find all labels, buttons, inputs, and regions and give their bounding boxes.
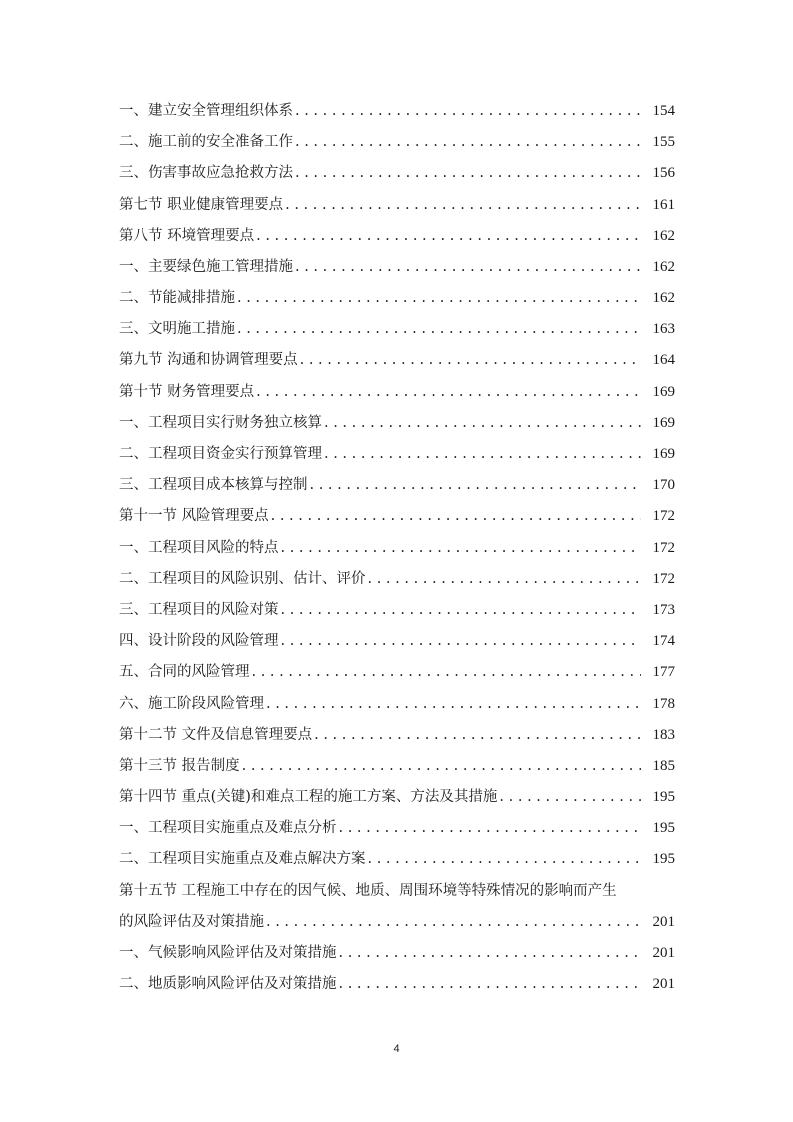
toc-entry-page: 163 bbox=[652, 321, 675, 338]
toc-entry-page: 172 bbox=[652, 570, 675, 587]
toc-leader-dots bbox=[295, 127, 641, 158]
toc-leader-dots bbox=[281, 595, 642, 626]
toc-entry-title: 第八节 环境管理要点 bbox=[119, 227, 255, 244]
toc-entry-page: 154 bbox=[652, 102, 675, 119]
toc-entry-page: 177 bbox=[652, 664, 675, 681]
toc-entry[interactable] bbox=[119, 439, 675, 470]
toc-entry-page: 162 bbox=[652, 258, 675, 275]
toc-entry-title: 二、工程项目资金实行预算管理 bbox=[119, 446, 322, 463]
toc-entry-page: 169 bbox=[652, 383, 675, 400]
toc-entry[interactable] bbox=[119, 720, 675, 751]
toc-entry-page: 162 bbox=[652, 290, 675, 307]
toc-entry[interactable] bbox=[119, 158, 675, 189]
toc-entry-title: 一、工程项目风险的特点 bbox=[119, 539, 279, 556]
toc-entry-title: 一、建立安全管理组织体系 bbox=[119, 102, 293, 119]
toc-entry-title: 第九节 沟通和协调管理要点 bbox=[119, 352, 298, 369]
toc-entry-title: 一、工程项目实行财务独立核算 bbox=[119, 414, 322, 431]
toc-entry-page: 169 bbox=[652, 414, 675, 431]
toc-entry-page: 156 bbox=[652, 165, 675, 182]
toc-entry-title: 第七节 职业健康管理要点 bbox=[119, 196, 284, 213]
table-of-contents bbox=[119, 96, 675, 1000]
toc-leader-dots bbox=[339, 938, 642, 969]
toc-entry-page: 170 bbox=[652, 477, 675, 494]
toc-leader-dots bbox=[300, 345, 641, 376]
toc-entry-title: 二、地质影响风险评估及对策措施 bbox=[119, 976, 337, 993]
toc-entry[interactable] bbox=[119, 501, 675, 532]
toc-entry-page: 162 bbox=[652, 227, 675, 244]
toc-entry-page: 195 bbox=[652, 820, 675, 837]
toc-leader-dots bbox=[237, 314, 641, 345]
toc-entry-title: 三、文明施工措施 bbox=[119, 321, 235, 338]
toc-leader-dots bbox=[285, 190, 641, 221]
toc-entry[interactable] bbox=[119, 377, 675, 408]
toc-leader-dots bbox=[256, 221, 641, 252]
toc-entry-title: 一、工程项目实施重点及难点分析 bbox=[119, 820, 337, 837]
toc-entry-title: 第十一节 风险管理要点 bbox=[119, 508, 269, 525]
toc-leader-dots bbox=[368, 564, 642, 595]
toc-entry-title: 二、工程项目实施重点及难点解决方案 bbox=[119, 851, 366, 868]
toc-leader-dots bbox=[271, 501, 641, 532]
toc-leader-dots bbox=[242, 751, 641, 782]
toc-entry[interactable] bbox=[119, 221, 675, 252]
toc-leader-dots bbox=[281, 533, 642, 564]
toc-entry[interactable] bbox=[119, 689, 675, 720]
toc-entry-page: 201 bbox=[652, 976, 675, 993]
toc-entry[interactable] bbox=[119, 969, 675, 1000]
toc-entry[interactable] bbox=[119, 96, 675, 127]
toc-entry-title: 六、施工阶段风险管理 bbox=[119, 695, 264, 712]
toc-leader-dots bbox=[339, 813, 642, 844]
toc-entry[interactable] bbox=[119, 190, 675, 221]
toc-leader-dots bbox=[324, 439, 641, 470]
toc-entry-title: 的风险评估及对策措施 bbox=[119, 913, 264, 930]
toc-entry-page: 185 bbox=[652, 757, 675, 774]
toc-entry[interactable] bbox=[119, 283, 675, 314]
toc-entry-page: 172 bbox=[652, 539, 675, 556]
toc-entry-page: 201 bbox=[652, 913, 675, 930]
page-number: 4 bbox=[393, 1043, 400, 1055]
toc-entry-title: 三、工程项目的风险对策 bbox=[119, 601, 279, 618]
toc-entry[interactable] bbox=[119, 813, 675, 844]
toc-entry-title: 三、工程项目成本核算与控制 bbox=[119, 477, 308, 494]
toc-entry-first-line[interactable] bbox=[119, 876, 675, 907]
toc-leader-dots bbox=[295, 158, 641, 189]
toc-entry[interactable] bbox=[119, 533, 675, 564]
toc-entry-title: 四、设计阶段的风险管理 bbox=[119, 633, 279, 650]
toc-entry-page: 169 bbox=[652, 446, 675, 463]
toc-entry-title: 三、伤害事故应急抢救方法 bbox=[119, 165, 293, 182]
toc-entry-page: 172 bbox=[652, 508, 675, 525]
toc-leader-dots bbox=[314, 720, 641, 751]
toc-entry-page: 195 bbox=[652, 789, 675, 806]
toc-entry[interactable] bbox=[119, 314, 675, 345]
toc-entry[interactable] bbox=[119, 346, 675, 377]
toc-leader-dots bbox=[266, 689, 641, 720]
toc-entry[interactable] bbox=[119, 845, 675, 876]
toc-entry[interactable] bbox=[119, 782, 675, 813]
toc-leader-dots bbox=[324, 408, 641, 439]
toc-entry-title: 第十五节 工程施工中存在的因气候、地质、周围环境等特殊情况的影响而产生 bbox=[119, 882, 617, 899]
toc-leader-dots bbox=[237, 283, 641, 314]
toc-entry-title: 第十四节 重点(关键)和难点工程的施工方案、方法及其措施 bbox=[119, 789, 498, 806]
toc-entry-title: 一、气候影响风险评估及对策措施 bbox=[119, 945, 337, 962]
toc-entry-title: 第十三节 报告制度 bbox=[119, 757, 240, 774]
toc-entry-page: 164 bbox=[652, 352, 675, 369]
toc-leader-dots bbox=[295, 252, 641, 283]
toc-leader-dots bbox=[499, 782, 641, 813]
toc-entry[interactable] bbox=[119, 938, 675, 969]
toc-entry[interactable] bbox=[119, 252, 675, 283]
toc-entry[interactable] bbox=[119, 564, 675, 595]
toc-entry[interactable] bbox=[119, 595, 675, 626]
toc-leader-dots bbox=[252, 657, 642, 688]
toc-leader-dots bbox=[295, 96, 641, 127]
toc-entry-title: 二、施工前的安全准备工作 bbox=[119, 134, 293, 151]
toc-entry-page: 173 bbox=[652, 601, 675, 618]
toc-entry[interactable] bbox=[119, 626, 675, 657]
toc-leader-dots bbox=[256, 377, 641, 408]
toc-leader-dots bbox=[339, 969, 642, 1000]
toc-entry-title: 五、合同的风险管理 bbox=[119, 664, 250, 681]
toc-entry-page: 183 bbox=[652, 726, 675, 743]
toc-entry-page: 178 bbox=[652, 695, 675, 712]
toc-entry-page: 195 bbox=[652, 851, 675, 868]
toc-leader-dots bbox=[310, 470, 642, 501]
toc-entry-title: 一、主要绿色施工管理措施 bbox=[119, 258, 293, 275]
toc-entry[interactable] bbox=[119, 751, 675, 782]
toc-entry-title: 第十节 财务管理要点 bbox=[119, 383, 255, 400]
toc-entry[interactable] bbox=[119, 470, 675, 501]
toc-leader-dots bbox=[368, 844, 642, 875]
toc-entry[interactable] bbox=[119, 408, 675, 439]
toc-entry-title: 二、节能减排措施 bbox=[119, 290, 235, 307]
toc-entry-title: 二、工程项目的风险识别、估计、评价 bbox=[119, 570, 366, 587]
toc-entry-title: 第十二节 文件及信息管理要点 bbox=[119, 726, 313, 743]
toc-leader-dots bbox=[266, 907, 641, 938]
toc-entry[interactable] bbox=[119, 127, 675, 158]
toc-entry-page: 155 bbox=[652, 134, 675, 151]
toc-entry-page: 201 bbox=[652, 945, 675, 962]
toc-entry-page: 161 bbox=[652, 196, 675, 213]
toc-entry-page: 174 bbox=[652, 633, 675, 650]
toc-leader-dots bbox=[281, 626, 642, 657]
toc-entry[interactable] bbox=[119, 657, 675, 688]
toc-entry-continuation[interactable] bbox=[119, 907, 675, 938]
